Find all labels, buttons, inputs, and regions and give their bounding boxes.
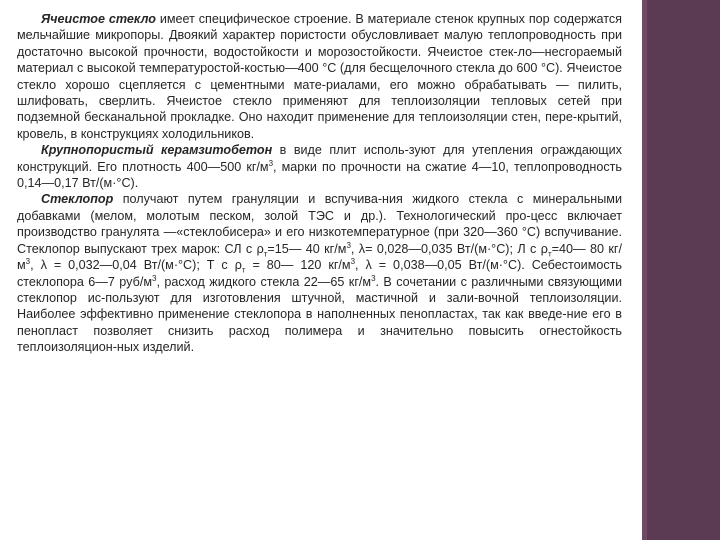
paragraph-text: получают путем грануляции и вспучива-ния жидкого стекла с минеральными добавками (мелом, молотым песком, золой ТЭС и др.). Технологический про-цесс включает производство гранулята —«стеклобисера» и его низкотемпературное (при 320—360 °С) вспучивание. Стеклопор выпускают трех марок: СЛ с ρ <box>17 192 622 256</box>
superscript: 3 <box>350 256 356 266</box>
paragraph-expanded-clay-concrete <box>17 142 622 191</box>
paragraph-text: , λ= 0,028—0,035 Вт/(м·°С); Л с ρ <box>350 241 548 256</box>
superscript: 3 <box>151 273 157 283</box>
paragraph-text: , расход жидкого стекла 22—65 кг/м <box>156 274 372 289</box>
subscript: т <box>547 249 552 259</box>
superscript: 3 <box>346 240 351 250</box>
superscript: 3 <box>371 273 376 283</box>
paragraph-text: =15— 40 кг/м <box>267 241 347 256</box>
paragraph-text: =40— 80 кг/м <box>17 241 622 273</box>
text-block <box>17 11 622 356</box>
subscript: т <box>263 249 268 259</box>
sidebar-edge <box>642 0 647 540</box>
superscript: 3 <box>25 256 31 266</box>
paragraph-text: = 80— 120 кг/м <box>245 258 351 273</box>
term-cellular-glass: Ячеистое стекло <box>41 12 156 26</box>
term-steklopor: Стеклопор <box>41 192 114 207</box>
term-expanded-clay-concrete: Крупнопористый керамзитобетон <box>41 143 273 158</box>
paragraph-text: имеет специфическое строение. В материале стенок крупных пор содержатся мельчайшие микропоры. Двоякий характер пористости обусловливает малую теплопроводность при достаточно высокой прочности, водостойкости и морозостойкости. Ячеистое стек-ло—несгораемый материал с высокой температуростой-костью—400 °С (для бесщелочного стекла до 600 °С). Ячеистое стекло хорошо сцепляется с цементными мате-риалами, его можно обрабатывать — пилить, шлифовать, сверлить. Ячеистое стекло применяют для теплоизоляции тепловых сетей при подземной бесканальной прокладке. Оно находит применение для теплоизоляции стен, пере-крытий, кровель, в конструкциях холодильников. <box>17 12 622 141</box>
paragraph-steklopor <box>17 191 622 355</box>
paragraph-text: , λ = 0,038—0,05 Вт/(м·°С). Себестоимость стеклопора 6—7 руб/м <box>17 258 622 289</box>
superscript: 3 <box>268 158 274 168</box>
paragraph-text: , λ = 0,032—0,04 Вт/(м·°С); Т с ρ <box>30 258 242 273</box>
subscript: т <box>241 265 246 275</box>
paragraph-cellular-glass <box>17 11 622 142</box>
paragraph-text: в виде плит исполь-зуют для утепления ограждающих конструкций. Его плотность 400—500 кг/м <box>17 143 622 174</box>
decorative-sidebar <box>642 0 720 540</box>
paragraph-text: . В сочетании с различными связующими стеклопор ис-пользуют для изготовления штучной, мастичной и зали-вочной теплоизоляции. Наиболее эффективно применение стеклопора в наполненных пенопластах, так как введе-ние его в пенопласт позволяет снизить расход полимера и значительно повысить огнестойкость теплоизоляцион-ных изделий. <box>17 274 622 355</box>
paragraph-text: , марки по прочности на сжатие 4—10, теплопроводность 0,14—0,17 Вт/(м·°С). <box>17 159 622 191</box>
